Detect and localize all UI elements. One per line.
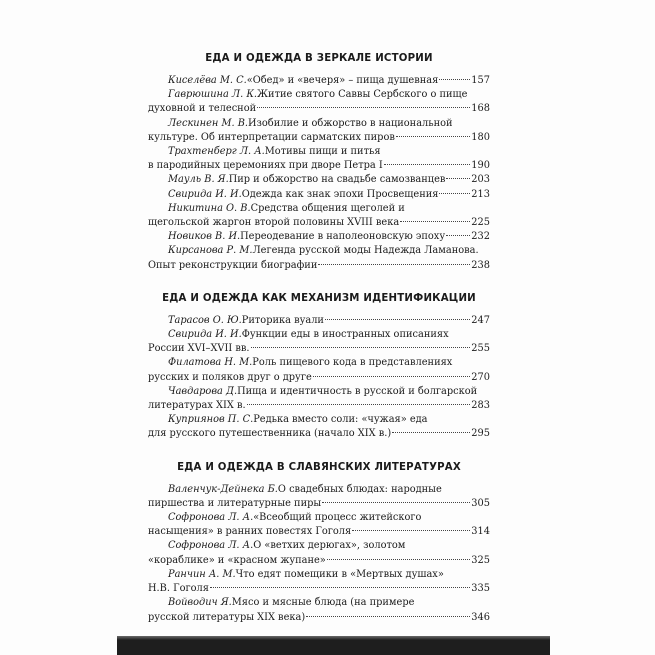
toc-entry-line xyxy=(148,596,490,610)
entry-title: Роль пищевого кода в представлениях xyxy=(252,357,453,369)
entry-title: Опыт реконструкции биографии xyxy=(148,259,318,271)
page-number: 270 xyxy=(471,371,490,383)
page-number: 190 xyxy=(471,160,490,172)
entry-title: О «ветхих дерюгах», золотом xyxy=(253,540,406,552)
toc-entry-line xyxy=(148,145,490,159)
page-number: 203 xyxy=(471,174,490,186)
page-number: 225 xyxy=(471,217,490,229)
toc-entry-line xyxy=(148,216,490,230)
entry-title: культуре. Об интерпретации сарматских пиров xyxy=(148,131,395,143)
dot-leader xyxy=(322,502,470,503)
toc-entry[interactable] xyxy=(148,596,490,624)
toc-entry[interactable] xyxy=(148,117,490,145)
entry-author: Кирсанова Р. М. xyxy=(168,245,253,257)
toc-entry-line xyxy=(148,611,490,625)
dot-leader xyxy=(439,79,470,80)
toc-entry-line xyxy=(148,511,490,525)
toc-entry-line xyxy=(148,539,490,553)
page-number: 283 xyxy=(471,400,490,412)
entry-title: Что едят помещики в «Мертвых душах» xyxy=(235,568,444,580)
entry-author: Трахтенберг Л. А. xyxy=(168,146,265,158)
toc-entry-line xyxy=(148,159,490,173)
entry-author: Ранчин А. М. xyxy=(168,568,236,580)
entry-author: Свирида И. И. xyxy=(168,329,242,341)
toc-entry-line xyxy=(148,525,490,539)
entry-title: пиршества и литературные пиры xyxy=(148,497,322,509)
entry-title: духовной и телесной xyxy=(148,103,257,115)
entry-title: О свадебных блюдах: народные xyxy=(277,483,442,495)
page-number: 168 xyxy=(471,103,490,115)
entry-title: Изобилие и обжорство в национальной xyxy=(248,117,453,129)
toc-entry[interactable] xyxy=(148,74,490,88)
entry-title: Мясо и мясные блюда (на примере xyxy=(231,597,415,609)
dot-leader xyxy=(446,178,470,179)
toc-entry-line xyxy=(148,328,490,342)
toc-entry[interactable] xyxy=(148,244,490,272)
dot-leader xyxy=(439,193,470,194)
entry-title: в пародийных церемониях при дворе Петра I xyxy=(148,160,383,172)
dot-leader xyxy=(210,587,470,588)
toc-entry[interactable] xyxy=(148,413,490,441)
toc-entry[interactable] xyxy=(148,230,490,244)
entry-title: русской литературы XIX века) xyxy=(148,611,306,623)
toc-entry-line xyxy=(148,582,490,596)
entry-author: Лескинен М. В. xyxy=(168,117,249,129)
section-heading: ЕДА И ОДЕЖДА КАК МЕХАНИЗМ ИДЕНТИФИКАЦИИ xyxy=(162,292,476,304)
entry-author: Софронова Л. А. xyxy=(168,540,254,552)
table-of-contents xyxy=(148,52,490,644)
toc-entry-line xyxy=(148,188,490,202)
entry-title: «Всеобщий процесс житейского xyxy=(253,512,422,524)
entry-title: Мотивы пищи и питья xyxy=(264,146,381,158)
toc-entry-line xyxy=(148,88,490,102)
entry-author: Никитина О. В. xyxy=(168,202,251,214)
entry-author: Киселёва М. С. xyxy=(168,75,247,86)
toc-entry-line xyxy=(148,259,490,273)
toc-entry-line xyxy=(148,399,490,413)
dot-leader xyxy=(327,559,470,560)
entry-title: насыщения» в ранних повестях Гоголя xyxy=(148,526,352,538)
entry-author: Тарасов О. Ю. xyxy=(168,314,242,326)
page-number: 255 xyxy=(471,343,490,355)
entry-title: литературах XIX в. xyxy=(148,400,246,412)
entry-title: русских и поляков друг о друге xyxy=(148,371,312,383)
page-number: 305 xyxy=(471,497,490,509)
toc-entry-line xyxy=(148,497,490,511)
entry-author: Филатова Н. М. xyxy=(168,357,253,369)
entry-title: Переодевание в наполеоновскую эпоху xyxy=(240,231,446,243)
page-number: 238 xyxy=(471,259,490,271)
toc-entry[interactable] xyxy=(148,511,490,539)
page-number: 232 xyxy=(471,231,490,243)
toc-entry-line xyxy=(148,385,490,399)
toc-entry[interactable] xyxy=(148,385,490,413)
page-number: 335 xyxy=(471,583,490,595)
toc-entry[interactable] xyxy=(148,145,490,173)
entry-title: Пир и обжорство на свадьбе самозванцев xyxy=(228,174,446,186)
entry-author: Гаврюшина Л. К. xyxy=(168,89,258,101)
toc-entry[interactable] xyxy=(148,88,490,116)
entry-title: Житие святого Саввы Сербского о пище xyxy=(257,89,468,101)
toc-entry-line xyxy=(148,413,490,427)
scan-shadow-bar xyxy=(117,636,550,655)
page-number: 346 xyxy=(471,611,490,623)
toc-entry-line xyxy=(148,131,490,145)
entry-title: России XVI–XVII вв. xyxy=(148,343,250,355)
entry-title: Легенда русской моды Надежда Ламанова. xyxy=(252,245,479,257)
entry-title: Риторика вуали xyxy=(241,314,324,326)
entry-title: «кораблике» и «красном жупане» xyxy=(148,554,326,566)
toc-entry-line xyxy=(148,102,490,116)
entry-author: Валенчук-Дейнека Б. xyxy=(168,483,278,495)
toc-entry-line xyxy=(148,117,490,131)
toc-entry[interactable] xyxy=(148,568,490,596)
entry-title: щегольской жаргон второй половины XVIII века xyxy=(148,217,400,229)
page-number: 325 xyxy=(471,554,490,566)
page-number: 157 xyxy=(471,75,490,86)
page-number: 180 xyxy=(471,131,490,143)
entry-author: Войводич Я. xyxy=(168,597,232,609)
section-heading: ЕДА И ОДЕЖДА В СЛАВЯНСКИХ ЛИТЕРАТУРАХ xyxy=(177,461,461,473)
entry-title: Пища и идентичность в русской и болгарской xyxy=(237,385,478,397)
entry-title: Функции еды в иностранных описаниях xyxy=(241,329,449,341)
toc-entry-line xyxy=(148,342,490,356)
dot-leader xyxy=(384,164,471,165)
dot-leader xyxy=(400,221,470,222)
section-heading: ЕДА И ОДЕЖДА В ЗЕРКАЛЕ ИСТОРИИ xyxy=(205,53,433,64)
toc-entry-line xyxy=(148,483,490,497)
toc-entry[interactable] xyxy=(148,202,490,230)
entry-title: Редька вместо соли: «чужая» еда xyxy=(253,414,428,426)
toc-entry-line xyxy=(148,74,490,88)
entry-author: Свирида И. И. xyxy=(168,188,242,200)
page-number: 213 xyxy=(471,188,490,200)
entry-title: Одежда как знак эпохи Просвещения xyxy=(241,188,439,200)
entry-title: Средства общения щеголей и xyxy=(250,202,405,214)
dot-leader xyxy=(392,432,470,433)
toc-entry[interactable] xyxy=(148,188,490,202)
toc-entry-line xyxy=(148,173,490,187)
entry-author: Куприянов П. С. xyxy=(168,414,254,426)
toc-entry[interactable] xyxy=(148,483,490,511)
toc-section xyxy=(148,292,490,442)
entry-author: Мауль В. Я. xyxy=(168,174,229,186)
page-number: 314 xyxy=(471,526,490,538)
dot-leader xyxy=(257,107,470,108)
toc-section xyxy=(148,52,490,273)
entry-title: Н.В. Гоголя xyxy=(148,583,209,595)
dot-leader xyxy=(352,530,470,531)
dot-leader xyxy=(247,404,471,405)
page-number: 247 xyxy=(471,314,490,326)
dot-leader xyxy=(313,376,471,377)
entry-author: Новиков В. И. xyxy=(168,231,241,243)
toc-entry-line xyxy=(148,244,490,258)
toc-entry-line xyxy=(148,230,490,244)
toc-entry-line xyxy=(148,554,490,568)
entry-author: Софронова Л. А. xyxy=(168,512,254,524)
toc-entry[interactable] xyxy=(148,173,490,187)
toc-entry[interactable] xyxy=(148,328,490,356)
toc-entry-line xyxy=(148,314,490,328)
toc-entry[interactable] xyxy=(148,539,490,567)
entry-title: для русского путешественника (начало XIX в.) xyxy=(148,428,392,440)
toc-entry-line xyxy=(148,371,490,385)
toc-entry-line xyxy=(148,568,490,582)
dot-leader xyxy=(251,347,471,348)
toc-section xyxy=(148,461,490,625)
toc-entry[interactable] xyxy=(148,314,490,328)
dot-leader xyxy=(306,616,470,617)
entry-title: «Обед» и «вечеря» – пища душевная xyxy=(246,75,439,86)
toc-entry-line xyxy=(148,202,490,216)
dot-leader xyxy=(318,264,470,265)
page-number: 295 xyxy=(471,428,490,440)
toc-entry[interactable] xyxy=(148,356,490,384)
dot-leader xyxy=(446,235,470,236)
dot-leader xyxy=(325,319,470,320)
toc-entry-line xyxy=(148,427,490,441)
dot-leader xyxy=(396,136,470,137)
toc-entry-line xyxy=(148,356,490,370)
entry-author: Чавдарова Д. xyxy=(168,385,238,397)
